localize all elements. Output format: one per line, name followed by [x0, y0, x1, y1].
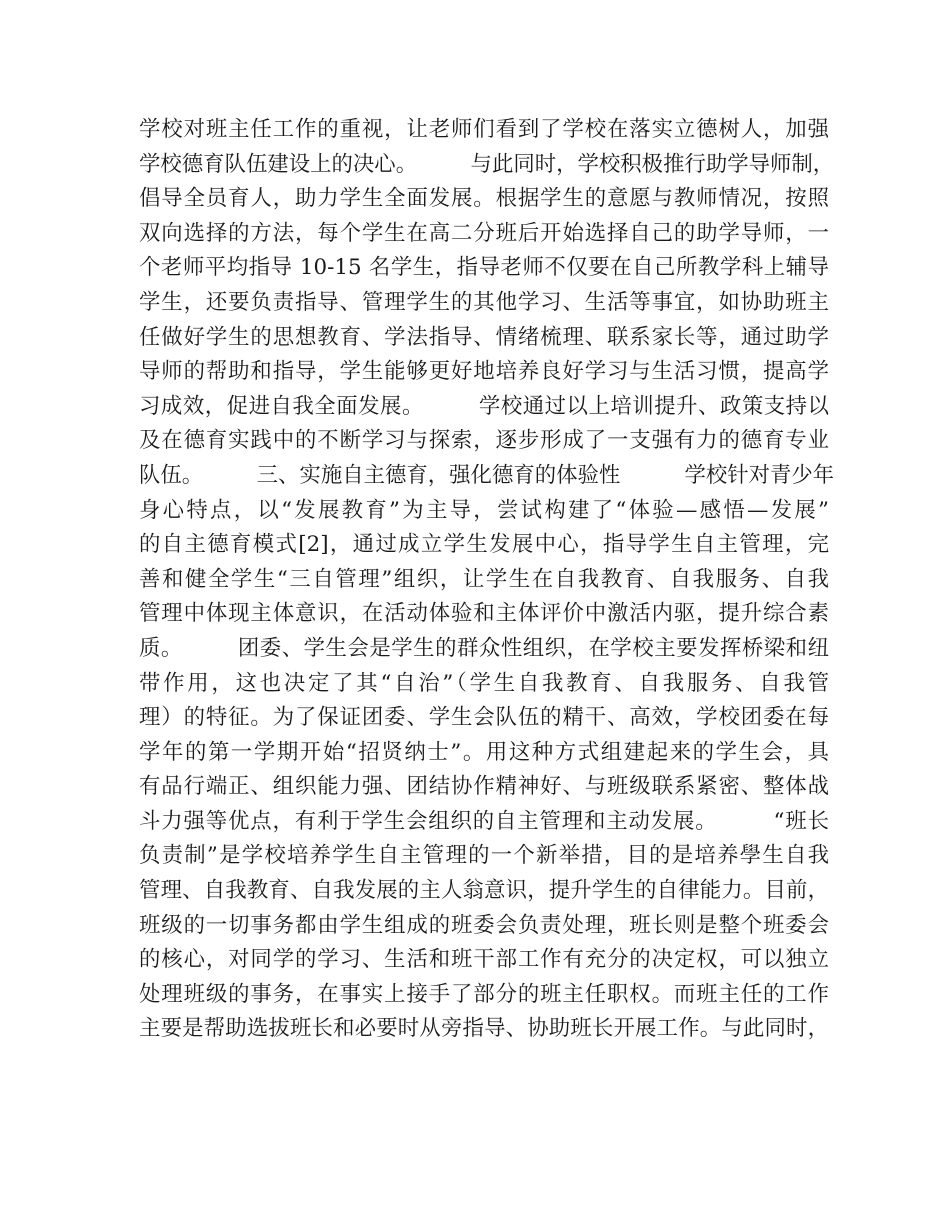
text-line: 善和健全学生“三自管理”组织，让学生在自我教育、自我服务、自我 — [139, 566, 829, 592]
text-line: 倡导全员育人，助力学生全面发展。根据学生的意愿与教师情况，按照 — [139, 186, 829, 212]
text-line: 习成效，促进自我全面发展。 学校通过以上培训提升、政策支持以 — [139, 393, 829, 419]
text-line: 导师的帮助和指导，学生能够更好地培养良好学习与生活习惯，提高学 — [139, 359, 829, 385]
text-line: 管理中体现主体意识，在活动体验和主体评价中激活内驱，提升综合素 — [139, 601, 829, 627]
text-line: 管理、自我教育、自我发展的主人翁意识，提升学生的自律能力。目前， — [139, 878, 829, 904]
text-line: 个老师平均指导 10-15 名学生，指导老师不仅要在自己所教学科上辅导 — [139, 255, 829, 281]
text-line: 带作用，这也决定了其“自治”（学生自我教育、自我服务、自我管 — [139, 670, 829, 696]
text-line: 学校对班主任工作的重视，让老师们看到了学校在落实立德树人，加强 — [139, 117, 829, 142]
text-line: 队伍。 三、实施自主德育，强化德育的体验性 学校针对青少年 — [139, 462, 835, 488]
text-line: 学生，还要负责指导、管理学生的其他学习、生活等事宜，如协助班主 — [139, 289, 829, 315]
text-line: 任做好学生的思想教育、学法指导、情绪梳理、联系家长等，通过助学 — [139, 324, 829, 350]
text-line: 理）的特征。为了保证团委、学生会队伍的精干、高效，学校团委在每 — [139, 705, 829, 731]
text-line: 学校德育队伍建设上的决心。 与此同时，学校积极推行助学导师制， — [139, 151, 835, 177]
text-line: 双向选择的方法，每个学生在高二分班后开始选择自己的助学导师，一 — [139, 220, 829, 246]
text-line: 负责制”是学校培养学生自主管理的一个新举措，目的是培养學生自我 — [139, 843, 829, 869]
text-line: 处理班级的事务，在事实上接手了部分的班主任职权。而班主任的工作 — [139, 981, 829, 1007]
body-text — [139, 113, 835, 1047]
text-line: 班级的一切事务都由学生组成的班委会负责处理，班长则是整个班委会 — [139, 912, 829, 938]
text-line: 学年的第一学期开始“招贤纳士”。用这种方式组建起来的学生会，具 — [139, 739, 829, 765]
text-line: 斗力强等优点，有利于学生会组织的自主管理和主动发展。 “班长 — [139, 808, 829, 834]
text-line: 及在德育实践中的不断学习与探索，逐步形成了一支强有力的德育专业 — [139, 428, 829, 454]
text-line: 有品行端正、组织能力强、团结协作精神好、与班级联系紧密、整体战 — [139, 774, 829, 800]
text-line: 的自主德育模式[2]，通过成立学生发展中心，指导学生自主管理，完 — [139, 532, 829, 558]
text-line: 的核心，对同学的学习、生活和班干部工作有充分的决定权，可以独立 — [139, 947, 829, 973]
text-line: 质。 团委、学生会是学生的群众性组织，在学校主要发挥桥梁和纽 — [139, 635, 829, 661]
text-line: 主要是帮助选拔班长和必要时从旁指导、协助班长开展工作。与此同时， — [139, 1016, 829, 1042]
text-line: 身心特点，以“发展教育”为主导，尝试构建了“体验—感悟—发展” — [139, 497, 829, 523]
